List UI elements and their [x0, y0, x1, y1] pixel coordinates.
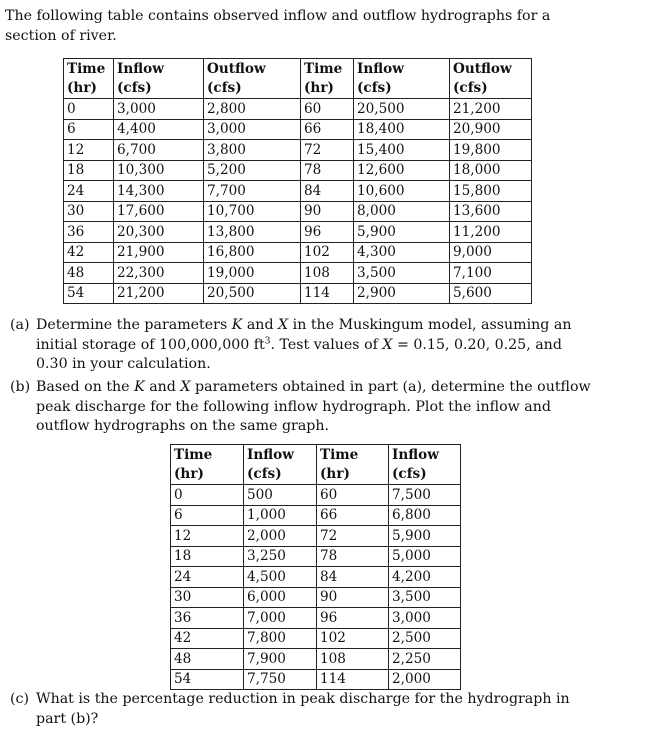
table-cell: 0 — [64, 99, 114, 120]
column-header: (hr) — [301, 79, 354, 99]
table-row — [64, 181, 532, 202]
table-body — [171, 485, 461, 690]
table-cell: 12 — [171, 526, 244, 547]
table-cell: 36 — [171, 608, 244, 629]
table-row — [171, 567, 461, 588]
table-cell: 96 — [301, 222, 354, 243]
table-cell: 4,500 — [244, 567, 317, 588]
table-row — [171, 669, 461, 690]
table-cell: 6,700 — [114, 140, 204, 161]
table-cell: 90 — [317, 587, 389, 608]
column-header: (cfs) — [389, 465, 461, 485]
column-header: Time — [317, 445, 389, 465]
part-c-text: What is the percentage reduction in peak discharge for the hydrograph in part (b)? — [36, 691, 570, 727]
table-cell: 16,800 — [204, 242, 301, 263]
table-cell: 3,000 — [204, 119, 301, 140]
table-header — [64, 59, 532, 99]
table-cell: 10,300 — [114, 160, 204, 181]
column-header: Time — [171, 445, 244, 465]
table-cell: 2,000 — [389, 669, 461, 690]
table-cell: 6 — [64, 119, 114, 140]
table-cell: 102 — [317, 628, 389, 649]
column-header: (cfs) — [244, 465, 317, 485]
table-cell: 18 — [171, 546, 244, 567]
table-cell: 30 — [171, 587, 244, 608]
table-cell: 0 — [171, 485, 244, 506]
table-row — [171, 587, 461, 608]
table-cell: 10,600 — [354, 181, 450, 202]
table-row — [64, 160, 532, 181]
table-cell: 500 — [244, 485, 317, 506]
table-row — [171, 628, 461, 649]
table-cell: 102 — [301, 242, 354, 263]
table-cell: 3,500 — [389, 587, 461, 608]
table-row — [171, 608, 461, 629]
table-cell: 72 — [317, 526, 389, 547]
table-cell: 60 — [301, 99, 354, 120]
table-cell: 5,600 — [450, 283, 532, 304]
table-cell: 21,200 — [450, 99, 532, 120]
table-cell: 20,500 — [204, 283, 301, 304]
table-cell: 3,000 — [114, 99, 204, 120]
column-header: (hr) — [317, 465, 389, 485]
table-cell: 72 — [301, 140, 354, 161]
table-cell: 5,200 — [204, 160, 301, 181]
table-cell: 20,500 — [354, 99, 450, 120]
table-cell: 2,500 — [389, 628, 461, 649]
table-cell: 21,900 — [114, 242, 204, 263]
table-row — [64, 99, 532, 120]
table-cell: 7,500 — [389, 485, 461, 506]
column-header: (hr) — [64, 79, 114, 99]
inflow-hydrograph-table — [170, 444, 461, 690]
table-cell: 54 — [64, 283, 114, 304]
table-cell: 19,000 — [204, 263, 301, 284]
part-b-label: (b) — [10, 379, 31, 395]
table-cell: 18 — [64, 160, 114, 181]
column-header: Inflow — [114, 59, 204, 79]
header-row — [171, 445, 461, 465]
table-cell: 12,600 — [354, 160, 450, 181]
table-cell: 11,200 — [450, 222, 532, 243]
column-header: Inflow — [244, 445, 317, 465]
table-cell: 20,900 — [450, 119, 532, 140]
table-cell: 21,200 — [114, 283, 204, 304]
part-c-label: (c) — [10, 691, 30, 707]
column-header: Time — [64, 59, 114, 79]
table-row — [171, 505, 461, 526]
column-header: Time — [301, 59, 354, 79]
column-header: Inflow — [354, 59, 450, 79]
table-cell: 24 — [64, 181, 114, 202]
table-cell: 7,900 — [244, 649, 317, 670]
part-b — [10, 378, 595, 437]
table-cell: 60 — [317, 485, 389, 506]
part-b-text: Based on the K and X parameters obtained in part (a), determine the outflow peak discharge for the following inflow hydrograph. Plot the inflow and outflow hydrographs on the same graph. — [36, 379, 591, 434]
table-cell: 66 — [301, 119, 354, 140]
table-row — [64, 140, 532, 161]
table-cell: 18,400 — [354, 119, 450, 140]
table-cell: 3,000 — [389, 608, 461, 629]
table-cell: 42 — [64, 242, 114, 263]
table-cell: 7,100 — [450, 263, 532, 284]
header-row — [64, 79, 532, 99]
table-cell: 7,000 — [244, 608, 317, 629]
table-cell: 6,000 — [244, 587, 317, 608]
column-header: (cfs) — [354, 79, 450, 99]
table-cell: 48 — [64, 263, 114, 284]
table-cell: 8,000 — [354, 201, 450, 222]
table-cell: 78 — [317, 546, 389, 567]
table-header — [171, 445, 461, 485]
table-cell: 3,500 — [354, 263, 450, 284]
table-cell: 66 — [317, 505, 389, 526]
table-cell: 19,800 — [450, 140, 532, 161]
table-cell: 9,000 — [450, 242, 532, 263]
column-header: Outflow — [450, 59, 532, 79]
table-cell: 10,700 — [204, 201, 301, 222]
problem-intro: The following table contains observed inflow and outflow hydrographs for a section of river. — [5, 8, 551, 44]
table-cell: 114 — [301, 283, 354, 304]
table-cell: 30 — [64, 201, 114, 222]
table-cell: 18,000 — [450, 160, 532, 181]
table-cell: 7,800 — [244, 628, 317, 649]
table-cell: 108 — [301, 263, 354, 284]
table-cell: 5,900 — [354, 222, 450, 243]
part-a-label: (a) — [10, 317, 30, 333]
table-body — [64, 99, 532, 304]
table-row — [64, 201, 532, 222]
table-cell: 4,300 — [354, 242, 450, 263]
table-cell: 84 — [301, 181, 354, 202]
table-cell: 17,600 — [114, 201, 204, 222]
table-cell: 2,250 — [389, 649, 461, 670]
table-cell: 42 — [171, 628, 244, 649]
table-cell: 14,300 — [114, 181, 204, 202]
table-cell: 2,000 — [244, 526, 317, 547]
column-header: (cfs) — [204, 79, 301, 99]
table-cell: 22,300 — [114, 263, 204, 284]
part-c — [10, 690, 595, 729]
table-cell: 6 — [171, 505, 244, 526]
column-header: Inflow — [389, 445, 461, 465]
table-cell: 54 — [171, 669, 244, 690]
part-a — [10, 316, 595, 375]
table-row — [171, 526, 461, 547]
table-cell: 96 — [317, 608, 389, 629]
table-row — [64, 242, 532, 263]
table-cell: 15,800 — [450, 181, 532, 202]
table-cell: 12 — [64, 140, 114, 161]
table-row — [64, 263, 532, 284]
table-cell: 13,800 — [204, 222, 301, 243]
table-cell: 78 — [301, 160, 354, 181]
table-cell: 114 — [317, 669, 389, 690]
header-row — [171, 465, 461, 485]
table-row — [64, 222, 532, 243]
table-cell: 2,900 — [354, 283, 450, 304]
observed-hydrograph-table — [63, 58, 532, 304]
table-cell: 4,400 — [114, 119, 204, 140]
table-cell: 24 — [171, 567, 244, 588]
table-cell: 48 — [171, 649, 244, 670]
table-cell: 13,600 — [450, 201, 532, 222]
table-cell: 3,800 — [204, 140, 301, 161]
column-header: (hr) — [171, 465, 244, 485]
table-cell: 3,250 — [244, 546, 317, 567]
table-row — [64, 119, 532, 140]
table-row — [171, 649, 461, 670]
table-cell: 2,800 — [204, 99, 301, 120]
header-row — [64, 59, 532, 79]
table-cell: 1,000 — [244, 505, 317, 526]
column-header: Outflow — [204, 59, 301, 79]
part-a-text: Determine the parameters K and X in the Muskingum model, assuming an initial storage of 100,000,000 $ft^3$. Test values of X = 0.15, 0.20, 0.25, and 0.30 in your calculation. — [36, 317, 572, 372]
column-header: (cfs) — [450, 79, 532, 99]
table-row — [64, 283, 532, 304]
table-cell: 7,700 — [204, 181, 301, 202]
table-cell: 90 — [301, 201, 354, 222]
table-cell: 5,000 — [389, 546, 461, 567]
table-cell: 20,300 — [114, 222, 204, 243]
table-cell: 15,400 — [354, 140, 450, 161]
table-cell: 7,750 — [244, 669, 317, 690]
table-cell: 108 — [317, 649, 389, 670]
table-cell: 5,900 — [389, 526, 461, 547]
column-header: (cfs) — [114, 79, 204, 99]
table-cell: 4,200 — [389, 567, 461, 588]
table-cell: 6,800 — [389, 505, 461, 526]
table-cell: 84 — [317, 567, 389, 588]
table-cell: 36 — [64, 222, 114, 243]
table-row — [171, 546, 461, 567]
table-row — [171, 485, 461, 506]
